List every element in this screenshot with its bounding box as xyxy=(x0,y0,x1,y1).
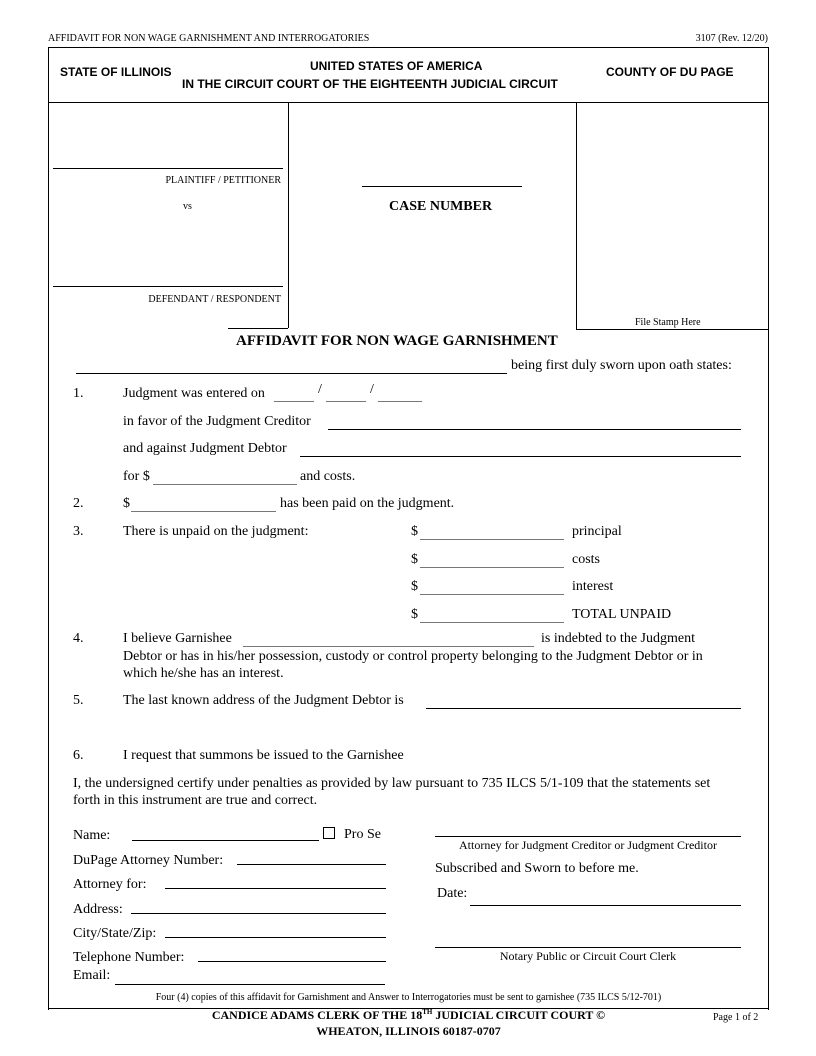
state-label: STATE OF ILLINOIS xyxy=(60,65,172,79)
interest-label: interest xyxy=(572,579,614,594)
costs-dollar: $ xyxy=(411,552,418,567)
defendant-input[interactable] xyxy=(53,270,283,287)
item-1-number: 1. xyxy=(73,386,84,401)
item-4-line-2: Debtor or has in his/her possession, custody or control property belonging to the Judgment Debtor or in xyxy=(123,649,703,664)
judgment-debtor-input[interactable] xyxy=(300,440,741,457)
oath-text: being first duly sworn upon oath states: xyxy=(511,358,732,373)
phone-input[interactable] xyxy=(198,945,386,962)
defendant-label: DEFENDANT / RESPONDENT xyxy=(148,294,281,305)
principal-input[interactable] xyxy=(420,523,564,540)
paid-dollar: $ xyxy=(123,496,130,511)
date-input[interactable] xyxy=(470,889,741,906)
form-title: AFFIDAVIT FOR NON WAGE GARNISHMENT AND INTERROGATORIES xyxy=(48,33,370,44)
paid-text: has been paid on the judgment. xyxy=(280,496,455,511)
date-label: Date: xyxy=(437,886,468,901)
date-slash-2: / xyxy=(370,382,374,397)
frame-left xyxy=(48,47,49,1010)
item-2-number: 2. xyxy=(73,496,84,511)
principal-label: principal xyxy=(572,524,622,539)
judgment-month-input[interactable] xyxy=(274,385,314,402)
judgment-year-input[interactable] xyxy=(378,385,422,402)
attorney-for-input[interactable] xyxy=(165,872,386,889)
phone-label: Telephone Number: xyxy=(73,950,185,965)
item-6-number: 6. xyxy=(73,748,84,763)
unpaid-label: There is unpaid on the judgment: xyxy=(123,524,309,539)
circuit-label: IN THE CIRCUIT COURT OF THE EIGHTEENTH JUDICIAL CIRCUIT xyxy=(182,77,558,91)
clerk-sup: TH xyxy=(422,1008,433,1016)
file-stamp-box xyxy=(576,102,768,330)
item-5-number: 5. xyxy=(73,693,84,708)
item-3-number: 3. xyxy=(73,524,84,539)
judgment-amount-input[interactable] xyxy=(153,468,297,485)
header-rule xyxy=(48,47,769,48)
dupage-number-label: DuPage Attorney Number: xyxy=(73,853,224,868)
email-label: Email: xyxy=(73,968,111,983)
item-4-line-3: which he/she has an interest. xyxy=(123,666,284,681)
affidavit-title: AFFIDAVIT FOR NON WAGE GARNISHMENT xyxy=(236,333,558,349)
notary-signature-input[interactable] xyxy=(435,931,741,948)
name-input[interactable] xyxy=(132,824,319,841)
garnishee-input[interactable] xyxy=(243,630,534,647)
page-number: Page 1 of 2 xyxy=(713,1012,759,1023)
summons-text: I request that summons be issued to the Garnishee xyxy=(123,748,404,763)
address-input[interactable] xyxy=(131,897,386,914)
attorney-signature-input[interactable] xyxy=(435,820,741,837)
dupage-number-input[interactable] xyxy=(237,848,386,865)
clerk-address: WHEATON, ILLINOIS 60187-0707 xyxy=(316,1024,501,1038)
garnishee-tail: is indebted to the Judgment xyxy=(541,631,695,646)
garnishee-lead: I believe Garnishee xyxy=(123,631,232,646)
item-4-number: 4. xyxy=(73,631,84,646)
plaintiff-box-bottom xyxy=(228,328,288,329)
costs-input[interactable] xyxy=(420,551,564,568)
judgment-creditor-input[interactable] xyxy=(328,413,741,430)
interest-input[interactable] xyxy=(420,578,564,595)
plaintiff-input[interactable] xyxy=(53,152,283,169)
attorney-signature-caption: Attorney for Judgment Creditor or Judgment Creditor xyxy=(459,838,717,852)
country-label: UNITED STATES OF AMERICA xyxy=(310,59,483,73)
city-label: City/State/Zip: xyxy=(73,926,157,941)
city-input[interactable] xyxy=(165,921,386,938)
address-field-label: Address: xyxy=(73,902,123,917)
principal-dollar: $ xyxy=(411,524,418,539)
and-costs-label: and costs. xyxy=(300,469,356,484)
item-1-text: Judgment was entered on xyxy=(123,386,265,401)
sworn-text: Subscribed and Sworn to before me. xyxy=(435,861,639,876)
file-stamp-label: File Stamp Here xyxy=(635,317,701,328)
name-label: Name: xyxy=(73,828,111,843)
interest-dollar: $ xyxy=(411,579,418,594)
date-slash-1: / xyxy=(318,382,322,397)
certify-line-1: I, the undersigned certify under penalties as provided by law pursuant to 735 ILCS 5/1-109 that the statements set xyxy=(73,776,711,791)
plaintiff-box-right xyxy=(288,102,289,328)
county-label: COUNTY OF DU PAGE xyxy=(606,65,734,79)
debtor-address-input[interactable] xyxy=(426,692,741,709)
total-unpaid-label: TOTAL UNPAID xyxy=(572,607,672,622)
total-unpaid-input[interactable] xyxy=(420,606,564,623)
email-input[interactable] xyxy=(115,968,385,985)
amount-paid-input[interactable] xyxy=(131,495,276,512)
clerk-line xyxy=(48,1008,769,1023)
form-number: 3107 (Rev. 12/20) xyxy=(695,33,768,44)
case-number-input[interactable] xyxy=(362,170,522,187)
pro-se-label: Pro Se xyxy=(344,827,381,842)
vs-label: vs xyxy=(183,201,192,212)
clerk-text-pre: CANDICE ADAMS CLERK OF THE 18 xyxy=(211,1008,423,1022)
favor-label: in favor of the Judgment Creditor xyxy=(123,414,311,429)
attorney-for-label: Attorney for: xyxy=(73,877,147,892)
total-dollar: $ xyxy=(411,607,418,622)
address-label: The last known address of the Judgment Debtor is xyxy=(123,693,404,708)
for-label: for $ xyxy=(123,469,150,484)
against-label: and against Judgment Debtor xyxy=(123,441,287,456)
case-number-label: CASE NUMBER xyxy=(389,199,493,214)
notary-caption: Notary Public or Circuit Court Clerk xyxy=(499,949,677,963)
clerk-text-post: JUDICIAL CIRCUIT COURT © xyxy=(432,1008,606,1022)
certify-line-2: forth in this instrument are true and correct. xyxy=(73,793,318,808)
plaintiff-label: PLAINTIFF / PETITIONER xyxy=(165,175,281,186)
plaintiff-box-top xyxy=(228,102,288,103)
pro-se-checkbox[interactable] xyxy=(323,827,335,839)
frame-right xyxy=(768,47,769,1010)
affiant-name-input[interactable] xyxy=(76,357,507,374)
costs-label: costs xyxy=(572,552,600,567)
footer-note: Four (4) copies of this affidavit for Garnishment and Answer to Interrogatories must be sent to garnishee (735 ILCS 5/12-701) xyxy=(155,992,662,1003)
judgment-day-input[interactable] xyxy=(326,385,366,402)
